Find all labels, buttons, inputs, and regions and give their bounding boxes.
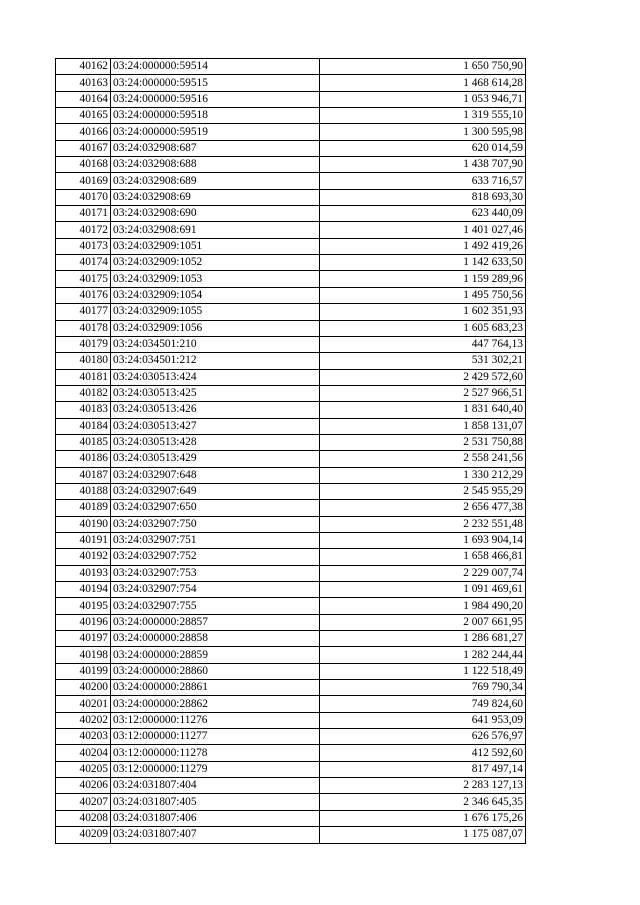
- row-number-cell: 40171: [56, 206, 111, 222]
- row-number-cell: 40200: [56, 680, 111, 696]
- cadastral-number-cell: 03:24:032908:689: [111, 173, 320, 189]
- row-number-cell: 40201: [56, 696, 111, 712]
- table-row: [56, 483, 526, 499]
- row-number-cell: 40186: [56, 451, 111, 467]
- row-number-cell: 40177: [56, 304, 111, 320]
- cadastral-number-cell: 03:24:032907:750: [111, 516, 320, 532]
- cadastral-number-cell: 03:24:032908:688: [111, 157, 320, 173]
- row-number-cell: 40205: [56, 761, 111, 777]
- cadastral-number-cell: 03:12:000000:11279: [111, 761, 320, 777]
- value-cell: 2 429 572,60: [320, 369, 526, 385]
- value-cell: 1 300 595,98: [320, 124, 526, 140]
- row-number-cell: 40166: [56, 124, 111, 140]
- cadastral-number-cell: 03:24:000000:28857: [111, 614, 320, 630]
- row-number-cell: 40197: [56, 631, 111, 647]
- row-number-cell: 40187: [56, 467, 111, 483]
- row-number-cell: 40179: [56, 336, 111, 352]
- value-cell: 2 007 661,95: [320, 614, 526, 630]
- value-cell: 1 122 518,49: [320, 663, 526, 679]
- value-cell: 1 468 614,28: [320, 75, 526, 91]
- cadastral-number-cell: 03:12:000000:11276: [111, 712, 320, 728]
- table-row: [56, 353, 526, 369]
- row-number-cell: 40174: [56, 255, 111, 271]
- cadastral-number-cell: 03:24:030513:429: [111, 451, 320, 467]
- table-row: [56, 827, 526, 843]
- value-cell: 1 438 707,90: [320, 157, 526, 173]
- table-row: [56, 810, 526, 826]
- row-number-cell: 40194: [56, 582, 111, 598]
- cadastral-number-cell: 03:24:032907:755: [111, 598, 320, 614]
- value-cell: 2 545 955,29: [320, 483, 526, 499]
- value-cell: 2 346 645,35: [320, 794, 526, 810]
- row-number-cell: 40192: [56, 549, 111, 565]
- row-number-cell: 40163: [56, 75, 111, 91]
- value-cell: 2 229 007,74: [320, 565, 526, 581]
- table-row: [56, 663, 526, 679]
- value-cell: 817 497,14: [320, 761, 526, 777]
- value-cell: 1 282 244,44: [320, 647, 526, 663]
- table-row: [56, 532, 526, 548]
- cadastral-number-cell: 03:24:031807:407: [111, 827, 320, 843]
- table-row: [56, 385, 526, 401]
- table-row: [56, 696, 526, 712]
- table-row: [56, 75, 526, 91]
- value-cell: 1 602 351,93: [320, 304, 526, 320]
- row-number-cell: 40193: [56, 565, 111, 581]
- cadastral-number-cell: 03:24:000000:28861: [111, 680, 320, 696]
- table-body: [56, 59, 526, 844]
- table-row: [56, 124, 526, 140]
- table-row: [56, 761, 526, 777]
- cadastral-number-cell: 03:24:032908:687: [111, 140, 320, 156]
- cadastral-number-cell: 03:24:032907:752: [111, 549, 320, 565]
- value-cell: 1 492 419,26: [320, 238, 526, 254]
- cadastral-number-cell: 03:24:000000:59516: [111, 91, 320, 107]
- cadastral-number-cell: 03:24:032907:648: [111, 467, 320, 483]
- value-cell: 447 764,13: [320, 336, 526, 352]
- table-row: [56, 189, 526, 205]
- table-row: [56, 369, 526, 385]
- value-cell: 1 831 640,40: [320, 402, 526, 418]
- row-number-cell: 40167: [56, 140, 111, 156]
- row-number-cell: 40207: [56, 794, 111, 810]
- row-number-cell: 40185: [56, 434, 111, 450]
- row-number-cell: 40202: [56, 712, 111, 728]
- table-row: [56, 712, 526, 728]
- row-number-cell: 40209: [56, 827, 111, 843]
- value-cell: 2 527 966,51: [320, 385, 526, 401]
- cadastral-value-table: [55, 58, 526, 844]
- table-row: [56, 157, 526, 173]
- row-number-cell: 40199: [56, 663, 111, 679]
- cadastral-number-cell: 03:24:031807:406: [111, 810, 320, 826]
- value-cell: 620 014,59: [320, 140, 526, 156]
- table-row: [56, 59, 526, 75]
- row-number-cell: 40191: [56, 532, 111, 548]
- table-row: [56, 467, 526, 483]
- cadastral-number-cell: 03:24:032907:751: [111, 532, 320, 548]
- cadastral-number-cell: 03:24:032907:649: [111, 483, 320, 499]
- cadastral-number-cell: 03:12:000000:11277: [111, 729, 320, 745]
- cadastral-number-cell: 03:24:030513:426: [111, 402, 320, 418]
- table-row: [56, 582, 526, 598]
- row-number-cell: 40175: [56, 271, 111, 287]
- row-number-cell: 40180: [56, 353, 111, 369]
- table-row: [56, 794, 526, 810]
- table-row: [56, 434, 526, 450]
- cadastral-number-cell: 03:24:032909:1056: [111, 320, 320, 336]
- table-row: [56, 647, 526, 663]
- table-row: [56, 402, 526, 418]
- row-number-cell: 40165: [56, 108, 111, 124]
- row-number-cell: 40195: [56, 598, 111, 614]
- row-number-cell: 40208: [56, 810, 111, 826]
- table-row: [56, 238, 526, 254]
- table-row: [56, 598, 526, 614]
- table-row: [56, 729, 526, 745]
- value-cell: 769 790,34: [320, 680, 526, 696]
- table-row: [56, 745, 526, 761]
- table-row: [56, 500, 526, 516]
- cadastral-number-cell: 03:24:030513:428: [111, 434, 320, 450]
- cadastral-number-cell: 03:24:000000:59514: [111, 59, 320, 75]
- value-cell: 1 605 683,23: [320, 320, 526, 336]
- cadastral-number-cell: 03:24:000000:59518: [111, 108, 320, 124]
- value-cell: 2 283 127,13: [320, 778, 526, 794]
- table-row: [56, 206, 526, 222]
- cadastral-number-cell: 03:24:000000:59515: [111, 75, 320, 91]
- table-row: [56, 631, 526, 647]
- table-row: [56, 91, 526, 107]
- value-cell: 1 858 131,07: [320, 418, 526, 434]
- row-number-cell: 40204: [56, 745, 111, 761]
- cadastral-number-cell: 03:24:032909:1054: [111, 287, 320, 303]
- value-cell: 2 531 750,88: [320, 434, 526, 450]
- cadastral-number-cell: 03:24:032907:650: [111, 500, 320, 516]
- row-number-cell: 40181: [56, 369, 111, 385]
- table-row: [56, 418, 526, 434]
- value-cell: 1 142 633,50: [320, 255, 526, 271]
- row-number-cell: 40162: [56, 59, 111, 75]
- value-cell: 1 495 750,56: [320, 287, 526, 303]
- table-row: [56, 287, 526, 303]
- value-cell: 1 319 555,10: [320, 108, 526, 124]
- row-number-cell: 40173: [56, 238, 111, 254]
- value-cell: 2 232 551,48: [320, 516, 526, 532]
- row-number-cell: 40203: [56, 729, 111, 745]
- cadastral-number-cell: 03:24:030513:424: [111, 369, 320, 385]
- cadastral-number-cell: 03:24:032908:691: [111, 222, 320, 238]
- row-number-cell: 40170: [56, 189, 111, 205]
- value-cell: 1 175 087,07: [320, 827, 526, 843]
- row-number-cell: 40190: [56, 516, 111, 532]
- table-row: [56, 565, 526, 581]
- value-cell: 2 656 477,38: [320, 500, 526, 516]
- table-row: [56, 222, 526, 238]
- table-row: [56, 451, 526, 467]
- table-row: [56, 549, 526, 565]
- cadastral-number-cell: 03:24:000000:28860: [111, 663, 320, 679]
- value-cell: 1 053 946,71: [320, 91, 526, 107]
- value-cell: 633 716,57: [320, 173, 526, 189]
- table-row: [56, 320, 526, 336]
- value-cell: 1 984 490,20: [320, 598, 526, 614]
- table-row: [56, 680, 526, 696]
- value-cell: 1 650 750,90: [320, 59, 526, 75]
- cadastral-number-cell: 03:24:031807:404: [111, 778, 320, 794]
- cadastral-number-cell: 03:24:034501:212: [111, 353, 320, 369]
- cadastral-number-cell: 03:24:032909:1053: [111, 271, 320, 287]
- row-number-cell: 40196: [56, 614, 111, 630]
- cadastral-number-cell: 03:24:032907:753: [111, 565, 320, 581]
- table-row: [56, 614, 526, 630]
- cadastral-number-cell: 03:24:000000:59519: [111, 124, 320, 140]
- value-cell: 1 658 466,81: [320, 549, 526, 565]
- row-number-cell: 40168: [56, 157, 111, 173]
- value-cell: 641 953,09: [320, 712, 526, 728]
- row-number-cell: 40188: [56, 483, 111, 499]
- value-cell: 749 824,60: [320, 696, 526, 712]
- value-cell: 626 576,97: [320, 729, 526, 745]
- cadastral-number-cell: 03:24:034501:210: [111, 336, 320, 352]
- row-number-cell: 40184: [56, 418, 111, 434]
- row-number-cell: 40172: [56, 222, 111, 238]
- cadastral-number-cell: 03:24:032909:1051: [111, 238, 320, 254]
- row-number-cell: 40178: [56, 320, 111, 336]
- cadastral-number-cell: 03:24:032909:1055: [111, 304, 320, 320]
- cadastral-number-cell: 03:12:000000:11278: [111, 745, 320, 761]
- row-number-cell: 40198: [56, 647, 111, 663]
- cadastral-number-cell: 03:24:032908:69: [111, 189, 320, 205]
- value-cell: 1 091 469,61: [320, 582, 526, 598]
- row-number-cell: 40176: [56, 287, 111, 303]
- table-row: [56, 255, 526, 271]
- cadastral-number-cell: 03:24:032908:690: [111, 206, 320, 222]
- table-row: [56, 108, 526, 124]
- table-row: [56, 271, 526, 287]
- cadastral-number-cell: 03:24:030513:427: [111, 418, 320, 434]
- cadastral-number-cell: 03:24:000000:28862: [111, 696, 320, 712]
- cadastral-number-cell: 03:24:000000:28859: [111, 647, 320, 663]
- cadastral-number-cell: 03:24:032909:1052: [111, 255, 320, 271]
- value-cell: 1 159 289,96: [320, 271, 526, 287]
- table-row: [56, 516, 526, 532]
- value-cell: 1 330 212,29: [320, 467, 526, 483]
- cadastral-number-cell: 03:24:030513:425: [111, 385, 320, 401]
- value-cell: 1 676 175,26: [320, 810, 526, 826]
- row-number-cell: 40182: [56, 385, 111, 401]
- row-number-cell: 40183: [56, 402, 111, 418]
- row-number-cell: 40206: [56, 778, 111, 794]
- row-number-cell: 40189: [56, 500, 111, 516]
- value-cell: 1 693 904,14: [320, 532, 526, 548]
- value-cell: 1 401 027,46: [320, 222, 526, 238]
- value-cell: 412 592,60: [320, 745, 526, 761]
- cadastral-number-cell: 03:24:000000:28858: [111, 631, 320, 647]
- value-cell: 531 302,21: [320, 353, 526, 369]
- value-cell: 623 440,09: [320, 206, 526, 222]
- table-row: [56, 140, 526, 156]
- row-number-cell: 40169: [56, 173, 111, 189]
- value-cell: 1 286 681,27: [320, 631, 526, 647]
- cadastral-number-cell: 03:24:032907:754: [111, 582, 320, 598]
- table-row: [56, 336, 526, 352]
- table-row: [56, 304, 526, 320]
- table-row: [56, 173, 526, 189]
- cadastral-number-cell: 03:24:031807:405: [111, 794, 320, 810]
- row-number-cell: 40164: [56, 91, 111, 107]
- value-cell: 2 558 241,56: [320, 451, 526, 467]
- value-cell: 818 693,30: [320, 189, 526, 205]
- table-row: [56, 778, 526, 794]
